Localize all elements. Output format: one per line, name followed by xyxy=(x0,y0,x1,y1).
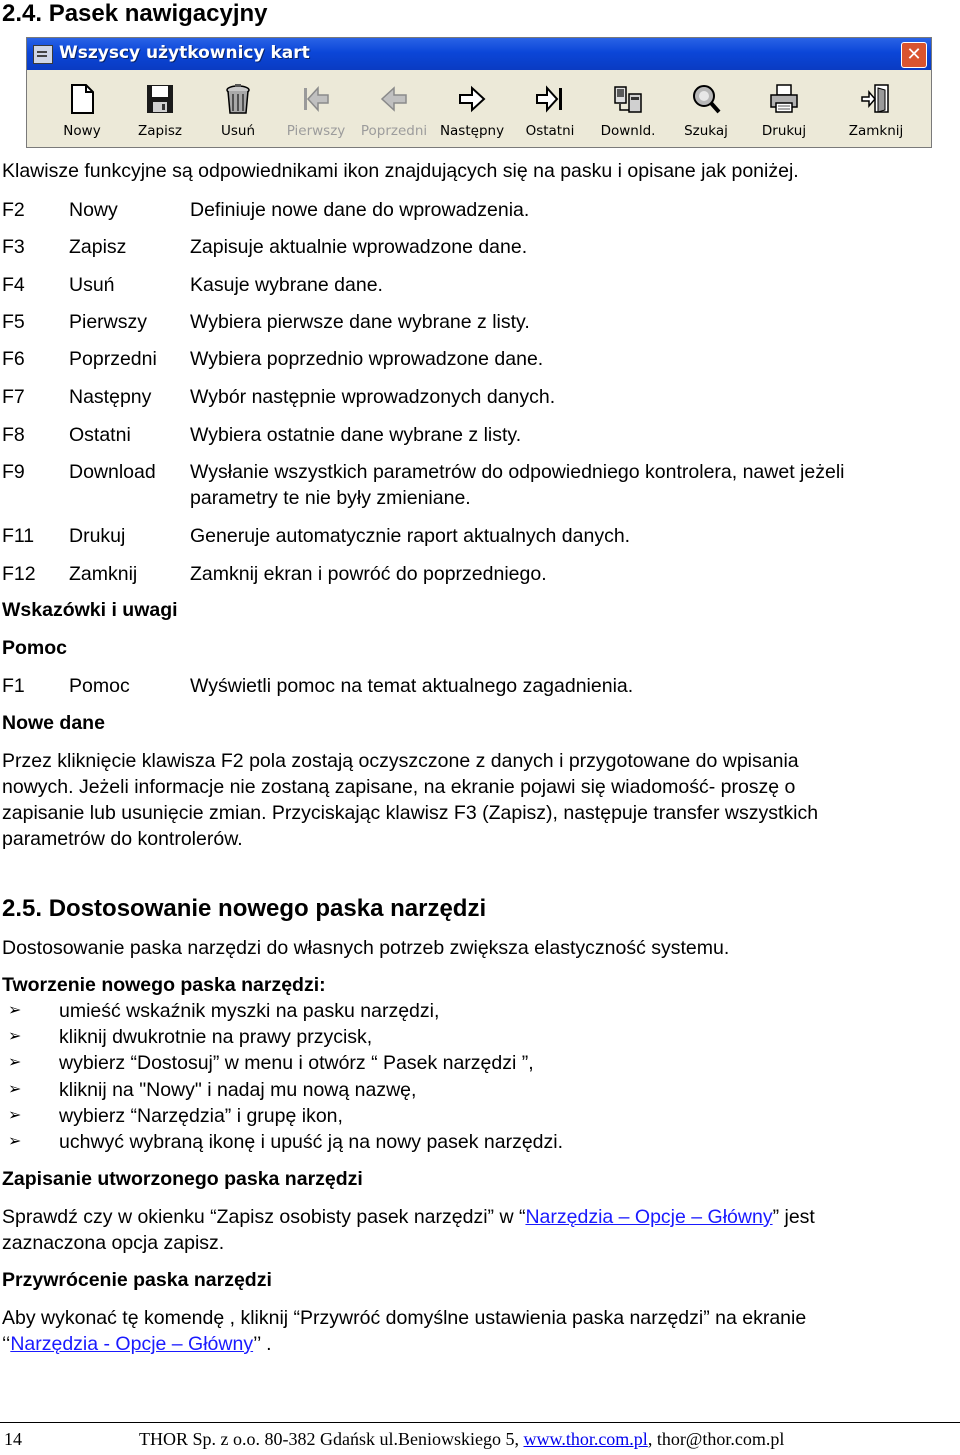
section-heading-2-4: 2.4. Pasek nawigacyjny xyxy=(2,0,268,27)
key-name: Download xyxy=(69,461,156,483)
key-description: Wybiera poprzednio wprowadzone dane. xyxy=(190,348,544,370)
tips-heading: Wskazówki i uwagi xyxy=(2,599,178,621)
previous-arrow-icon xyxy=(378,82,410,116)
first-arrow-icon xyxy=(300,82,332,116)
list-item-text: umieść wskaźnik myszki na pasku narzędzi, xyxy=(59,1000,440,1022)
key-code: F11 xyxy=(2,525,35,547)
new-data-paragraph-line: Przez kliknięcie klawisza F2 pola zostają oczyszczone z danych i przygotowane do wpisania xyxy=(2,750,799,772)
text-span: ” jest xyxy=(772,1206,815,1228)
toolbar-button-next[interactable] xyxy=(435,70,509,147)
toolbar-button-delete[interactable] xyxy=(201,70,275,147)
key-name: Zapisz xyxy=(69,236,127,258)
key-name: Pierwszy xyxy=(69,311,148,333)
window-title: Wszyscy użytkownicy kart xyxy=(59,43,310,63)
navigation-toolbar xyxy=(27,70,931,147)
key-description: Wybiera pierwsze dane wybrane z listy. xyxy=(190,311,530,333)
footer-email: , thor@thor.com.pl xyxy=(647,1429,785,1449)
list-item-text: uchwyć wybraną ikonę i upuść ją na nowy pasek narzędzi. xyxy=(59,1131,564,1153)
window-titlebar[interactable] xyxy=(27,38,931,70)
toolbar-label: Nowy xyxy=(63,123,101,139)
toolbar-label: Ostatni xyxy=(525,123,575,139)
save-toolbar-paragraph xyxy=(2,1204,815,1230)
website-link[interactable]: www.thor.com.pl xyxy=(523,1429,648,1449)
key-description: Wybiera ostatnie dane wybrane z listy. xyxy=(190,424,522,446)
floppy-disk-icon xyxy=(144,82,176,116)
footer-divider xyxy=(0,1422,960,1423)
company-address: THOR Sp. z o.o. 80-382 Gdańsk ul.Beniowskiego 5, xyxy=(139,1429,524,1449)
toolbar-label: Zapisz xyxy=(138,123,182,139)
toolbar-label: Usuń xyxy=(220,123,256,139)
key-code: F5 xyxy=(2,311,25,333)
key-description: Definiuje nowe dane do wprowadzenia. xyxy=(190,199,530,221)
key-description: Kasuje wybrane dane. xyxy=(190,274,383,296)
save-toolbar-paragraph-line: zaznaczona opcja zapisz. xyxy=(2,1232,225,1254)
text-span: ’’ . xyxy=(253,1333,272,1355)
list-item-text: wybierz “Narzędzia” i grupę ikon, xyxy=(59,1105,343,1127)
app-window xyxy=(26,37,932,148)
new-data-heading: Nowe dane xyxy=(2,712,105,734)
text-span: Sprawdź czy w okienku “Zapisz osobisty pasek narzędzi” w “ xyxy=(2,1206,526,1228)
toolbar-button-download[interactable] xyxy=(591,70,665,147)
bullet-arrow-icon: ➢ xyxy=(8,1028,22,1045)
customization-paragraph: Dostosowanie paska narzędzi do własnych potrzeb zwiększa elastyczność systemu. xyxy=(2,937,730,959)
toolbar-button-save[interactable] xyxy=(123,70,197,147)
toolbar-label: Następny xyxy=(439,123,505,139)
next-arrow-icon xyxy=(456,82,488,116)
key-description-continued: parametry te nie były zmieniane. xyxy=(190,487,471,509)
key-name: Poprzedni xyxy=(69,348,157,370)
toolbar-button-new[interactable] xyxy=(45,70,119,147)
key-name: Usuń xyxy=(69,274,115,296)
key-code: F6 xyxy=(2,348,25,370)
create-toolbar-heading: Tworzenie nowego paska narzędzi: xyxy=(2,974,326,996)
key-description: Zapisuje aktualnie wprowadzone dane. xyxy=(190,236,528,258)
bullet-arrow-icon: ➢ xyxy=(8,1054,22,1071)
toolbar-label: Drukuj xyxy=(761,123,807,139)
close-button[interactable]: ✕ xyxy=(901,42,927,68)
toolbar-label: Downld. xyxy=(600,123,656,139)
restore-toolbar-paragraph: Aby wykonać tę komendę , kliknij “Przywróć domyślne ustawienia paska narzędzi” na ekranie xyxy=(2,1307,807,1329)
key-name: Następny xyxy=(69,386,152,408)
key-name: Drukuj xyxy=(69,525,126,547)
help-heading: Pomoc xyxy=(2,637,68,659)
restore-toolbar-heading: Przywrócenie paska narzędzi xyxy=(2,1269,272,1291)
toolbar-label: Pierwszy xyxy=(286,123,346,139)
bullet-arrow-icon: ➢ xyxy=(8,1133,22,1150)
list-item-text: kliknij dwukrotnie na prawy przycisk, xyxy=(59,1026,373,1048)
toolbar-label: Zamknij xyxy=(848,123,904,139)
key-description: Wysłanie wszystkich parametrów do odpowiedniego kontrolera, nawet jeżeli xyxy=(190,461,845,483)
list-item-text: wybierz “Dostosuj” w menu i otwórz “ Pasek narzędzi ”, xyxy=(59,1052,534,1074)
key-code: F12 xyxy=(2,563,36,585)
toolbar-button-previous[interactable] xyxy=(357,70,431,147)
footer-text xyxy=(139,1429,784,1450)
key-code: F4 xyxy=(2,274,25,296)
intro-paragraph: Klawisze funkcyjne są odpowiednikami ikon znajdujących się na pasku i opisane jak poniżej. xyxy=(2,160,799,182)
new-data-paragraph-line: parametrów do kontrolerów. xyxy=(2,828,243,850)
key-code: F3 xyxy=(2,236,25,258)
toolbar-button-close[interactable] xyxy=(839,70,913,147)
key-name: Zamknij xyxy=(69,563,138,585)
toolbar-label: Szukaj xyxy=(684,123,728,139)
key-code: F8 xyxy=(2,424,25,446)
bullet-arrow-icon: ➢ xyxy=(8,1081,22,1098)
new-data-paragraph-line: zapisanie lub usunięcie zmian. Przyciskając klawisz F3 (Zapisz), następuje transfer wszystkich xyxy=(2,802,819,824)
download-icon xyxy=(612,82,644,116)
text-span: ‘‘ xyxy=(2,1333,11,1355)
window-app-icon xyxy=(33,45,53,64)
restore-toolbar-paragraph-line xyxy=(2,1331,272,1357)
key-code: F7 xyxy=(2,386,25,408)
bullet-arrow-icon: ➢ xyxy=(8,1002,22,1019)
options-link[interactable]: Narzędzia – Opcje – Główny xyxy=(525,1206,773,1228)
new-file-icon xyxy=(66,82,98,116)
key-code: F9 xyxy=(2,461,25,483)
key-name: Ostatni xyxy=(69,424,131,446)
toolbar-label: Poprzedni xyxy=(360,123,428,139)
page-number: 14 xyxy=(4,1429,22,1449)
bullet-arrow-icon: ➢ xyxy=(8,1107,22,1124)
exit-door-icon xyxy=(860,82,892,116)
key-description: Wyświetli pomoc na temat aktualnego zagadnienia. xyxy=(190,675,634,697)
toolbar-button-last[interactable] xyxy=(513,70,587,147)
key-description: Generuje automatycznie raport aktualnych danych. xyxy=(190,525,631,547)
list-item-text: kliknij na "Nowy" i nadaj mu nową nazwę, xyxy=(59,1079,417,1101)
last-arrow-icon xyxy=(534,82,566,116)
save-toolbar-heading: Zapisanie utworzonego paska narzędzi xyxy=(2,1168,363,1190)
toolbar-button-first[interactable] xyxy=(279,70,353,147)
key-name: Pomoc xyxy=(69,675,130,697)
options-link[interactable]: Narzędzia - Opcje – Główny xyxy=(10,1333,254,1355)
printer-icon xyxy=(768,82,800,116)
key-code: F1 xyxy=(2,675,25,697)
toolbar-button-search[interactable] xyxy=(669,70,743,147)
key-description: Wybór następnie wprowadzonych danych. xyxy=(190,386,556,408)
key-code: F2 xyxy=(2,199,25,221)
key-description: Zamknij ekran i powróć do poprzedniego. xyxy=(190,563,547,585)
search-icon xyxy=(690,82,722,116)
trash-icon xyxy=(222,82,254,116)
toolbar-button-print[interactable] xyxy=(747,70,821,147)
key-name: Nowy xyxy=(69,199,118,221)
section-heading-2-5: 2.5. Dostosowanie nowego paska narzędzi xyxy=(2,895,487,922)
new-data-paragraph-line: nowych. Jeżeli informacje nie zostaną zapisane, na ekranie pojawi się wiadomość- proszę o xyxy=(2,776,796,798)
